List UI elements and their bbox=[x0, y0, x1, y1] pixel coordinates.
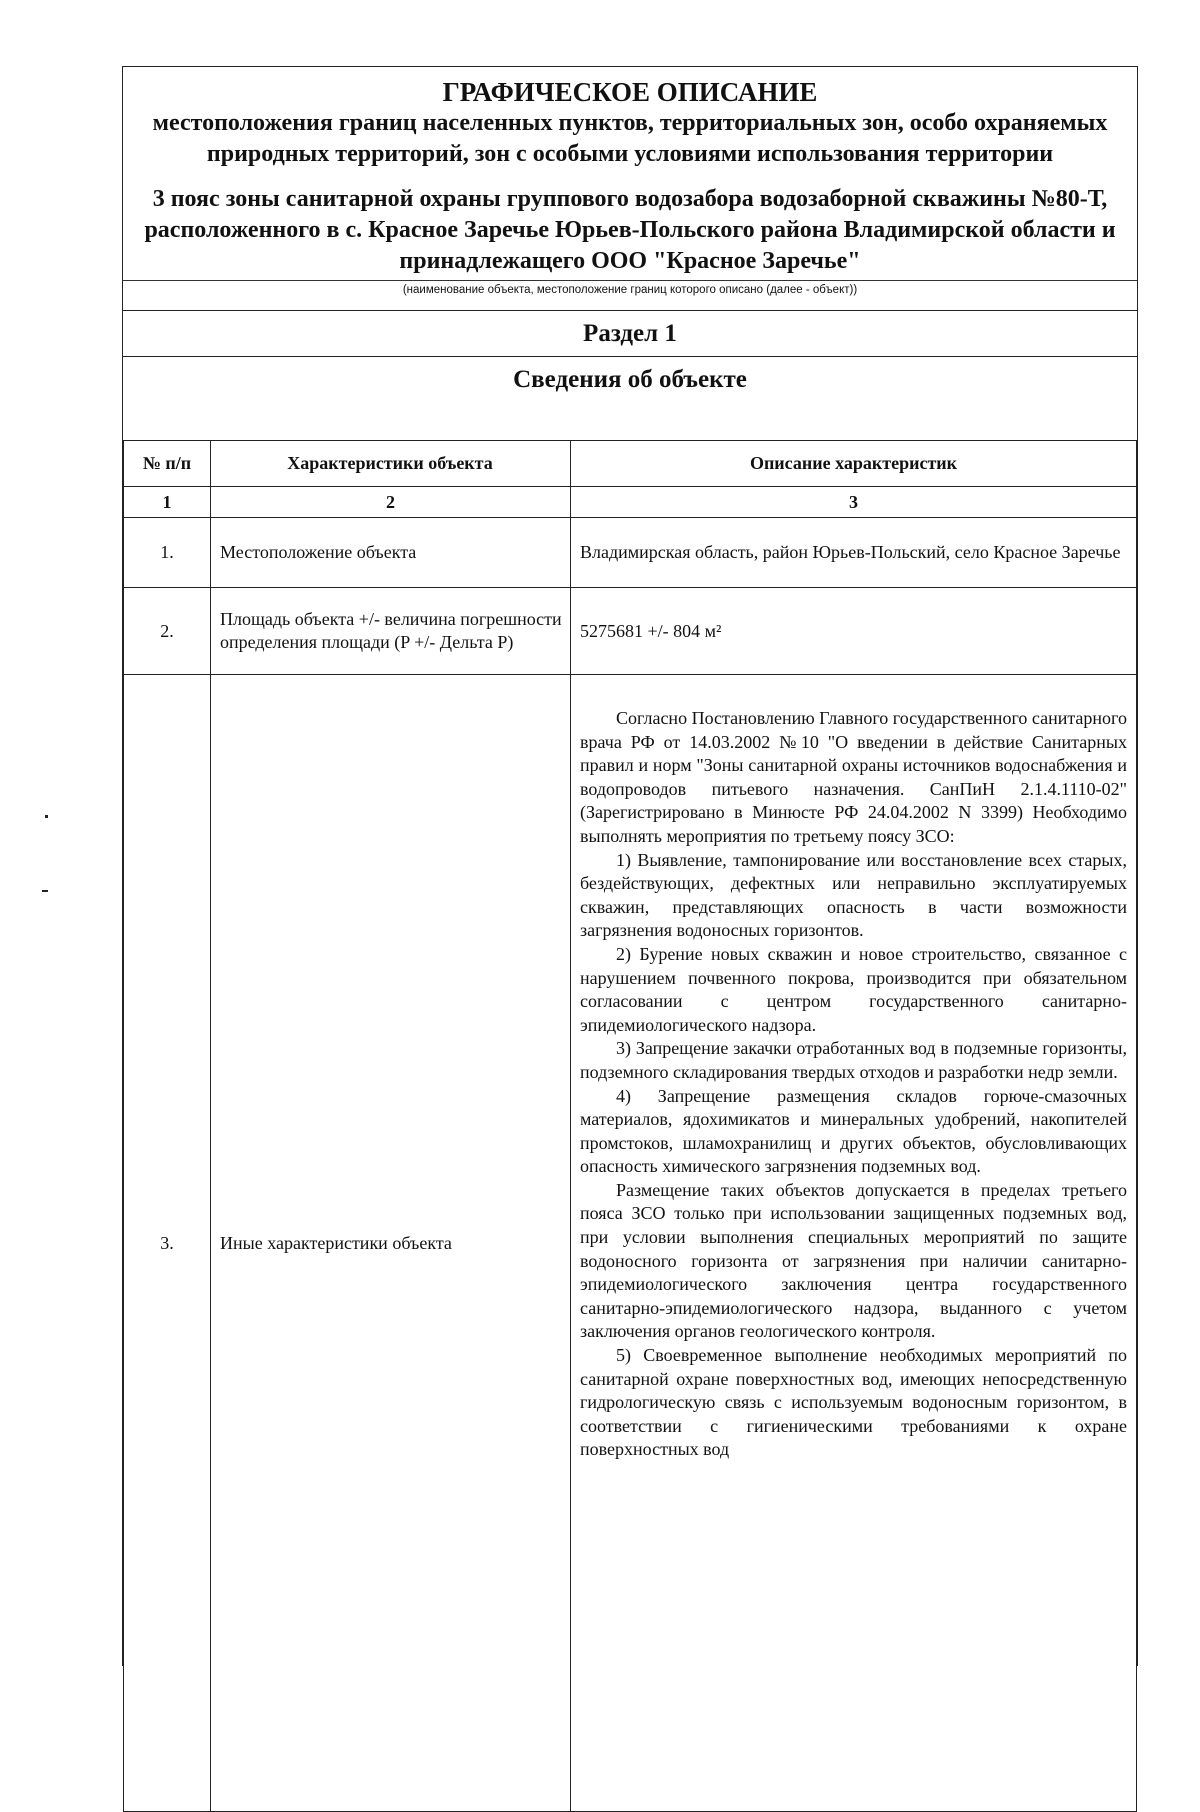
document-frame bbox=[122, 66, 1138, 1666]
column-number-row bbox=[124, 487, 1137, 518]
regulation-text bbox=[580, 705, 1127, 1462]
regulation-paragraph: 1) Выявление, тампонирование или восстановление всех старых, бездействующих, дефектных или неправильно эксплуатируемых скважин, представляющих опасность в части возможности загрязнения водоносных горизонтов. bbox=[580, 849, 1127, 941]
characteristics-table bbox=[123, 440, 1137, 1812]
regulation-paragraph: 4) Запрещение размещения складов горюче-смазочных материалов, ядохимикатов и минеральных удобрений, накопителей промстоков, шламохранилищ и других объектов, обусловливающих опасность химического загрязнения подземных вод. bbox=[580, 1085, 1127, 1177]
regulation-paragraph: Размещение таких объектов допускается в пределах третьего пояса ЗСО только при использовании защищенных подземных вод, при условии выполнения специальных мероприятий по защите водоносного горизонта от загрязнения при наличии санитарно-эпидемиологического заключения центра государственного санитарно-эпидемиологического надзора, выданного с учетом заключения органов геологического контроля. bbox=[580, 1179, 1127, 1342]
row-num: 3. bbox=[124, 675, 211, 1812]
document-header bbox=[123, 67, 1137, 277]
regulation-paragraph: 2) Бурение новых скважин и новое строительство, связанное с нарушением почвенного покрова, производится при обязательном согласовании с центром государственного санитарно-эпидемиологического надзора. bbox=[580, 943, 1127, 1035]
row-name: Иные характеристики объекта bbox=[211, 675, 571, 1812]
object-caption: (наименование объекта, местоположение границ которого описано (далее - объект)) bbox=[123, 280, 1137, 310]
table-row bbox=[124, 675, 1137, 1812]
header-characteristics: Характеристики объекта bbox=[211, 441, 571, 487]
object-name: 3 пояс зоны санитарной охраны группового водозабора водозаборной скважины №80-Т, расположенного в с. Красное Заречье Юрьев-Польского района Владимирской области и принадлежащего ООО "Красное Заречье" bbox=[144, 186, 1116, 274]
document-title: ГРАФИЧЕСКОЕ ОПИСАНИЕ bbox=[442, 77, 818, 107]
scan-speck bbox=[42, 890, 48, 892]
column-number-2: 2 bbox=[211, 487, 571, 518]
regulation-paragraph: 3) Запрещение закачки отработанных вод в подземные горизонты, подземного складирования твердых отходов и разработки недр земли. bbox=[580, 1038, 1127, 1082]
table-row bbox=[124, 518, 1137, 588]
table-row bbox=[124, 588, 1137, 675]
row-name: Местоположение объекта bbox=[211, 518, 571, 588]
row-num: 2. bbox=[124, 588, 211, 675]
header-num: № п/п bbox=[124, 441, 211, 487]
row-value: Владимирская область, район Юрьев-Польский, село Красное Заречье bbox=[571, 518, 1137, 588]
section-heading: Сведения об объекте bbox=[123, 356, 1137, 402]
column-number-3: 3 bbox=[571, 487, 1137, 518]
section-label: Раздел 1 bbox=[123, 310, 1137, 356]
header-description: Описание характеристик bbox=[571, 441, 1137, 487]
regulation-paragraph: Согласно Постановлению Главного государственного санитарного врача РФ от 14.03.2002 №10 "О введении в действие Санитарных правил и норм "Зоны санитарной охраны источников водоснабжения и водопроводов питьевого назначения. СанПиН 2.1.4.1110-02" (Зарегистрировано в Минюсте РФ 24.04.2002 N 3399) Необходимо выполнять мероприятия по третьему поясу ЗСО: bbox=[580, 708, 1127, 846]
row-value: 5275681 +/- 804 м² bbox=[571, 588, 1137, 675]
scan-speck bbox=[45, 815, 48, 818]
document-subtitle: местоположения границ населенных пунктов, территориальных зон, особо охраняемых природных территорий, зон с особыми условиями использования территории bbox=[152, 110, 1108, 167]
row-num: 1. bbox=[124, 518, 211, 588]
row-value bbox=[571, 675, 1137, 1812]
row-name: Площадь объекта +/- величина погрешности определения площади (P +/- Дельта P) bbox=[211, 588, 571, 675]
column-number-1: 1 bbox=[124, 487, 211, 518]
table-header-row bbox=[124, 441, 1137, 487]
regulation-paragraph: 5) Своевременное выполнение необходимых мероприятий по санитарной охране поверхностных вод, имеющих непосредственную гидрологическую связь с используемым водоносным горизонтом, в соответствии с гигиеническими требованиями к охране поверхностных вод bbox=[580, 1345, 1127, 1460]
